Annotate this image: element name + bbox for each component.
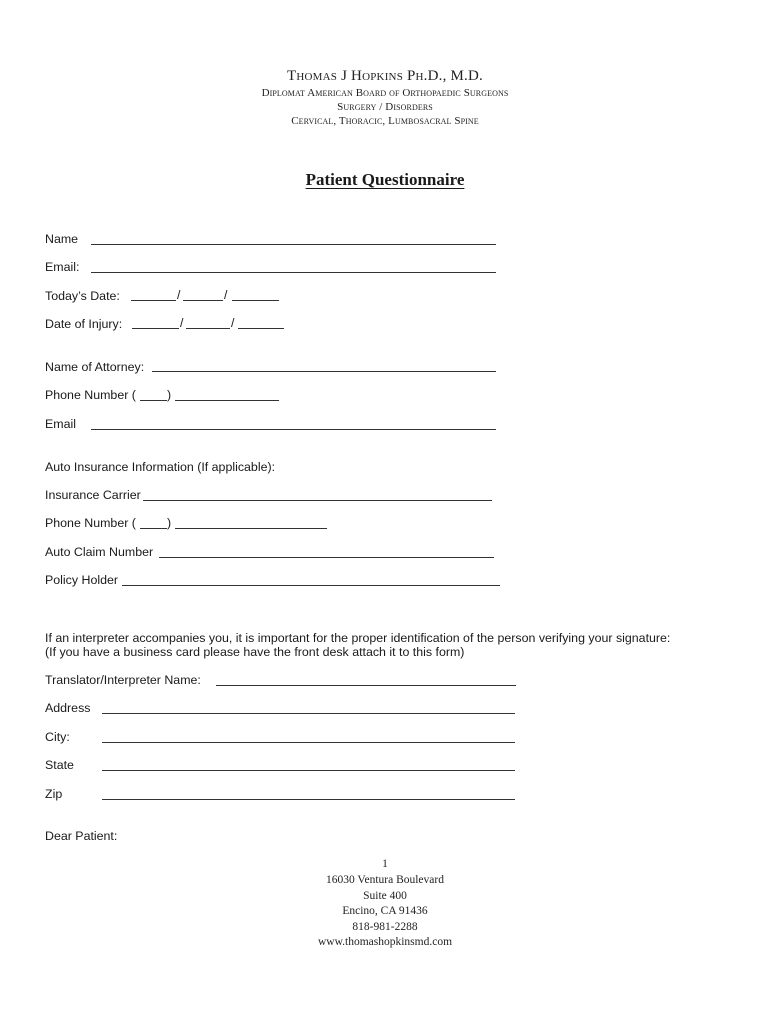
attorney-name-label: Name of Attorney: [45, 360, 145, 374]
email-label: Email: [45, 260, 80, 274]
footer-suite: Suite 400 [363, 890, 407, 902]
todays-date-month-field[interactable] [131, 300, 176, 301]
attorney-phone-label: Phone Number ( [45, 388, 136, 402]
address-label: Address [45, 701, 91, 715]
city-label: City: [45, 730, 70, 744]
attorney-email-label: Email [45, 417, 76, 431]
auto-claim-number-field[interactable] [159, 557, 494, 558]
state-label: State [45, 758, 74, 772]
insurance-carrier-label: Insurance Carrier [45, 488, 141, 502]
address-field[interactable] [102, 713, 515, 714]
footer-city-state-zip: Encino, CA 91436 [342, 905, 428, 917]
attorney-email-field[interactable] [91, 429, 496, 430]
auto-insurance-heading: Auto Insurance Information (If applicable): [45, 460, 276, 474]
policy-holder-label: Policy Holder [45, 573, 118, 587]
email-field[interactable] [91, 272, 496, 273]
name-field[interactable] [91, 244, 496, 245]
todays-date-label: Today’s Date: [45, 289, 120, 303]
board-certification: Diplomat American Board of Orthopaedic Surgeons [261, 87, 509, 99]
todays-date-day-field[interactable] [183, 300, 223, 301]
date-separator: / [231, 316, 235, 330]
zip-field[interactable] [102, 799, 515, 800]
injury-date-year-field[interactable] [238, 328, 284, 329]
footer-phone: 818-981-2288 [352, 921, 418, 933]
business-card-note: (If you have a business card please have the front desk attach it to this form) [45, 645, 465, 659]
attorney-phone-field[interactable] [175, 400, 279, 401]
injury-date-day-field[interactable] [186, 328, 230, 329]
date-of-injury-label: Date of Injury: [45, 317, 123, 331]
date-separator: / [180, 316, 184, 330]
injury-date-month-field[interactable] [132, 328, 179, 329]
attorney-name-field[interactable] [152, 371, 496, 372]
todays-date-year-field[interactable] [232, 300, 279, 301]
attorney-area-code-field[interactable] [140, 400, 167, 401]
insurance-carrier-field[interactable] [143, 500, 492, 501]
insurance-phone-field[interactable] [175, 528, 327, 529]
phone-close-paren: ) [167, 388, 172, 402]
insurance-area-code-field[interactable] [140, 528, 167, 529]
city-field[interactable] [102, 742, 515, 743]
insurance-phone-label: Phone Number ( [45, 516, 136, 530]
name-label: Name [45, 232, 79, 246]
auto-claim-number-label: Auto Claim Number [45, 545, 154, 559]
date-separator: / [224, 288, 228, 302]
doctor-name: Thomas J Hopkins Ph.D., M.D. [287, 68, 483, 84]
salutation: Dear Patient: [45, 829, 118, 843]
page-title-text: Patient Questionnaire [305, 170, 465, 189]
specialty: Surgery / Disorders [337, 101, 433, 113]
zip-label: Zip [45, 787, 63, 801]
policy-holder-field[interactable] [122, 585, 500, 586]
interpreter-name-field[interactable] [216, 685, 516, 686]
footer-website[interactable]: www.thomashopkinsmd.com [317, 936, 453, 948]
interpreter-note: If an interpreter accompanies you, it is important for the proper identification of the person verifying your signature: [45, 631, 671, 645]
phone-close-paren: ) [167, 516, 172, 530]
date-separator: / [177, 288, 181, 302]
page-title [0, 170, 770, 190]
page-number: 1 [382, 858, 388, 870]
spine-areas: Cervical, Thoracic, Lumbosacral Spine [291, 115, 479, 127]
footer-street: 16030 Ventura Boulevard [326, 874, 444, 886]
state-field[interactable] [102, 770, 515, 771]
interpreter-name-label: Translator/Interpreter Name: [45, 673, 201, 687]
